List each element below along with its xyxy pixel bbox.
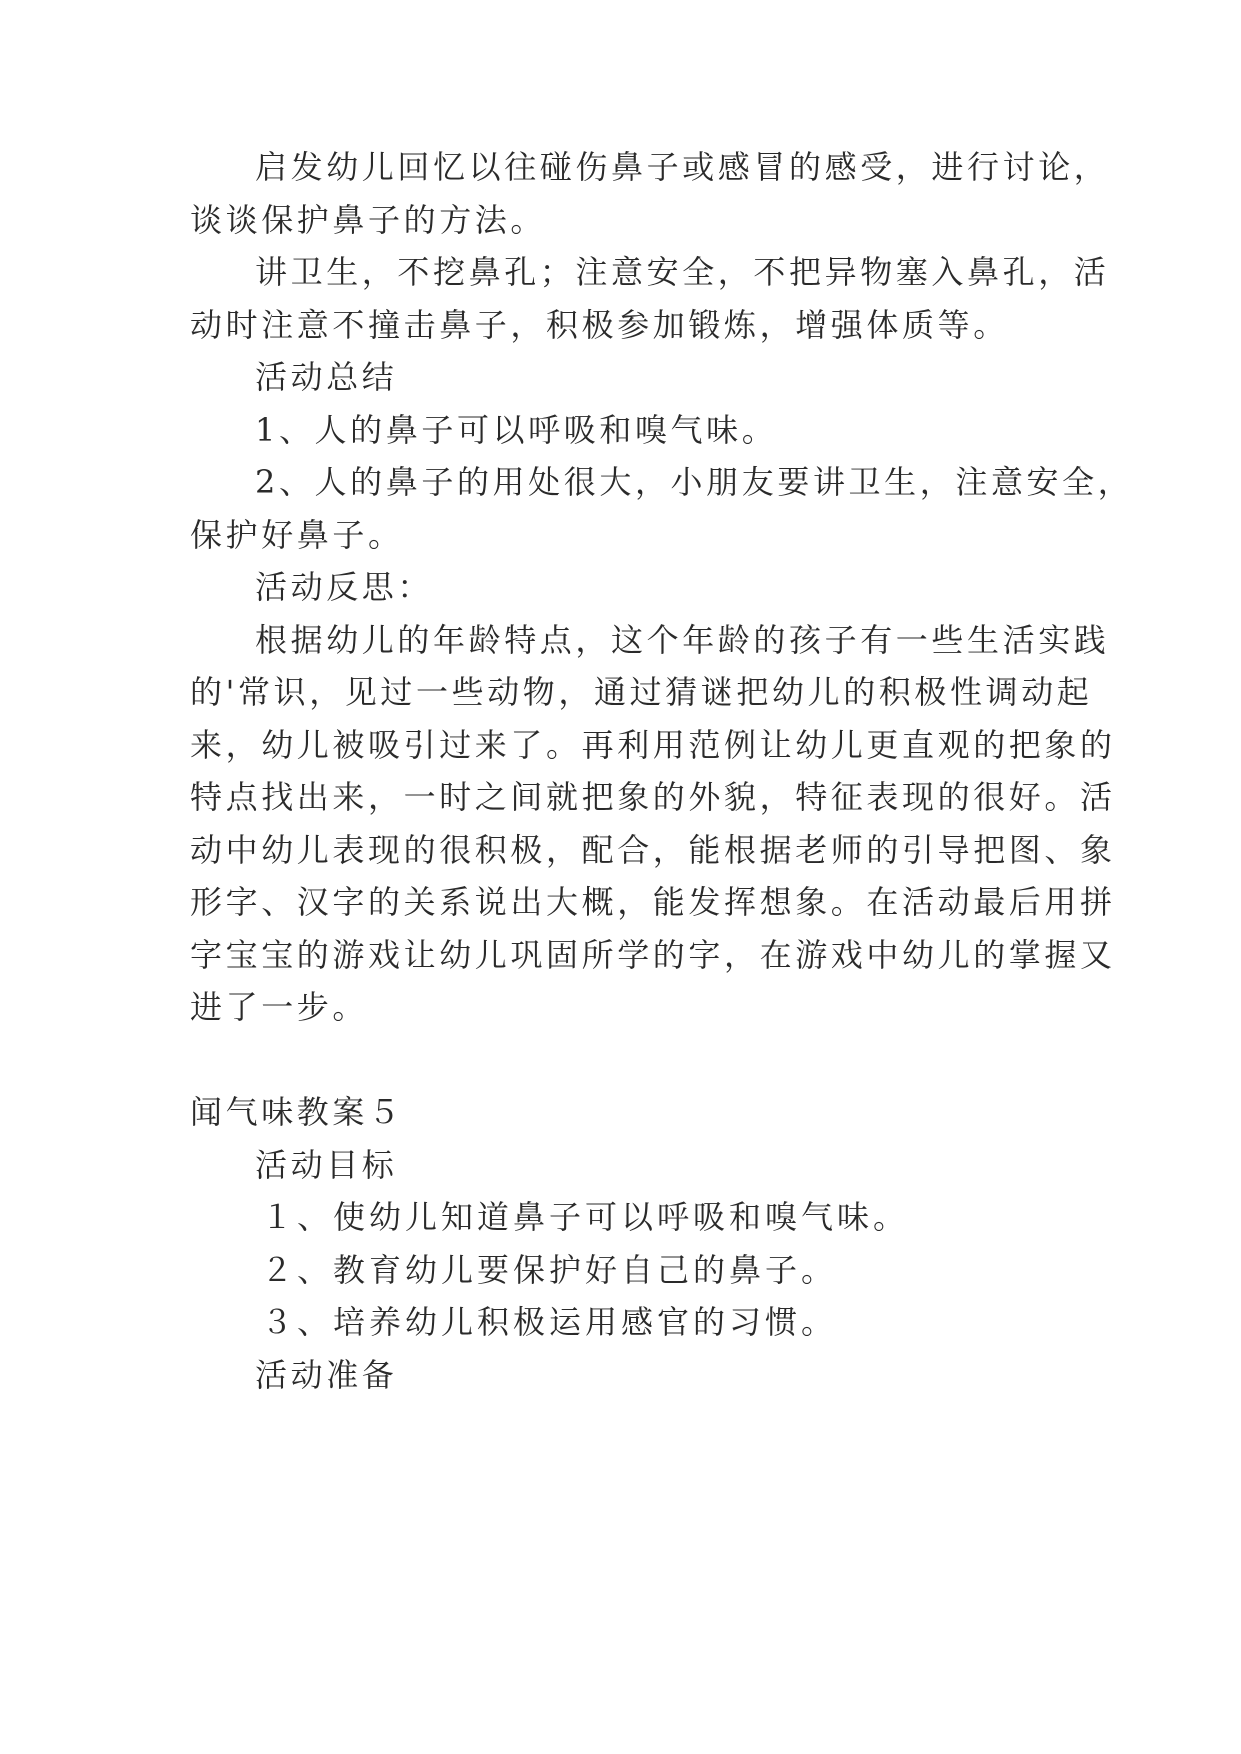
goal-item-3: ３、培养幼儿积极运用感官的习惯。 xyxy=(261,1303,838,1341)
goals-heading: 活动目标 xyxy=(255,1146,398,1184)
goal-item-1: １、使幼儿知道鼻子可以呼吸和嗅气味。 xyxy=(261,1198,910,1236)
reflection-line-7: 字宝宝的游戏让幼儿巩固所学的字，在游戏中幼儿的掌握又 xyxy=(190,936,1116,974)
reflection-line-8: 进了一步。 xyxy=(190,988,369,1026)
reflection-line-2: 的'常识，见过一些动物，通过猜谜把幼儿的积极性调动起 xyxy=(190,673,1093,711)
summary-item-1: 1、人的鼻子可以呼吸和嗅气味。 xyxy=(255,411,778,449)
summary-item-2-line-1: 2、人的鼻子的用处很大，小朋友要讲卫生，注意安全， xyxy=(255,463,1134,501)
reflection-line-1: 根据幼儿的年龄特点，这个年龄的孩子有一些生活实践 xyxy=(255,621,1110,659)
reflection-line-3: 来，幼儿被吸引过来了。再利用范例让幼儿更直观的把象的 xyxy=(190,726,1116,764)
section-title: 闻气味教案５ xyxy=(190,1093,404,1131)
paragraph-1-line-1: 启发幼儿回忆以往碰伤鼻子或感冒的感受，进行讨论， xyxy=(255,148,1110,186)
reflection-heading: 活动反思： xyxy=(255,568,434,606)
reflection-line-5: 动中幼儿表现的很积极，配合，能根据老师的引导把图、象 xyxy=(190,831,1116,869)
summary-heading: 活动总结 xyxy=(255,358,398,396)
reflection-line-6: 形字、汉字的关系说出大概，能发挥想象。在活动最后用拼 xyxy=(190,883,1116,921)
paragraph-2-line-1: 讲卫生，不挖鼻孔；注意安全，不把异物塞入鼻孔，活 xyxy=(255,253,1110,291)
goal-item-2: ２、教育幼儿要保护好自己的鼻子。 xyxy=(261,1251,838,1289)
paragraph-2-line-2: 动时注意不撞击鼻子，积极参加锻炼，增强体质等。 xyxy=(190,306,1009,344)
paragraph-1-line-2: 谈谈保护鼻子的方法。 xyxy=(190,201,547,239)
preparation-heading: 活动准备 xyxy=(255,1356,398,1394)
reflection-line-4: 特点找出来，一时之间就把象的外貌，特征表现的很好。活 xyxy=(190,778,1116,816)
summary-item-2-line-2: 保护好鼻子。 xyxy=(190,516,404,554)
